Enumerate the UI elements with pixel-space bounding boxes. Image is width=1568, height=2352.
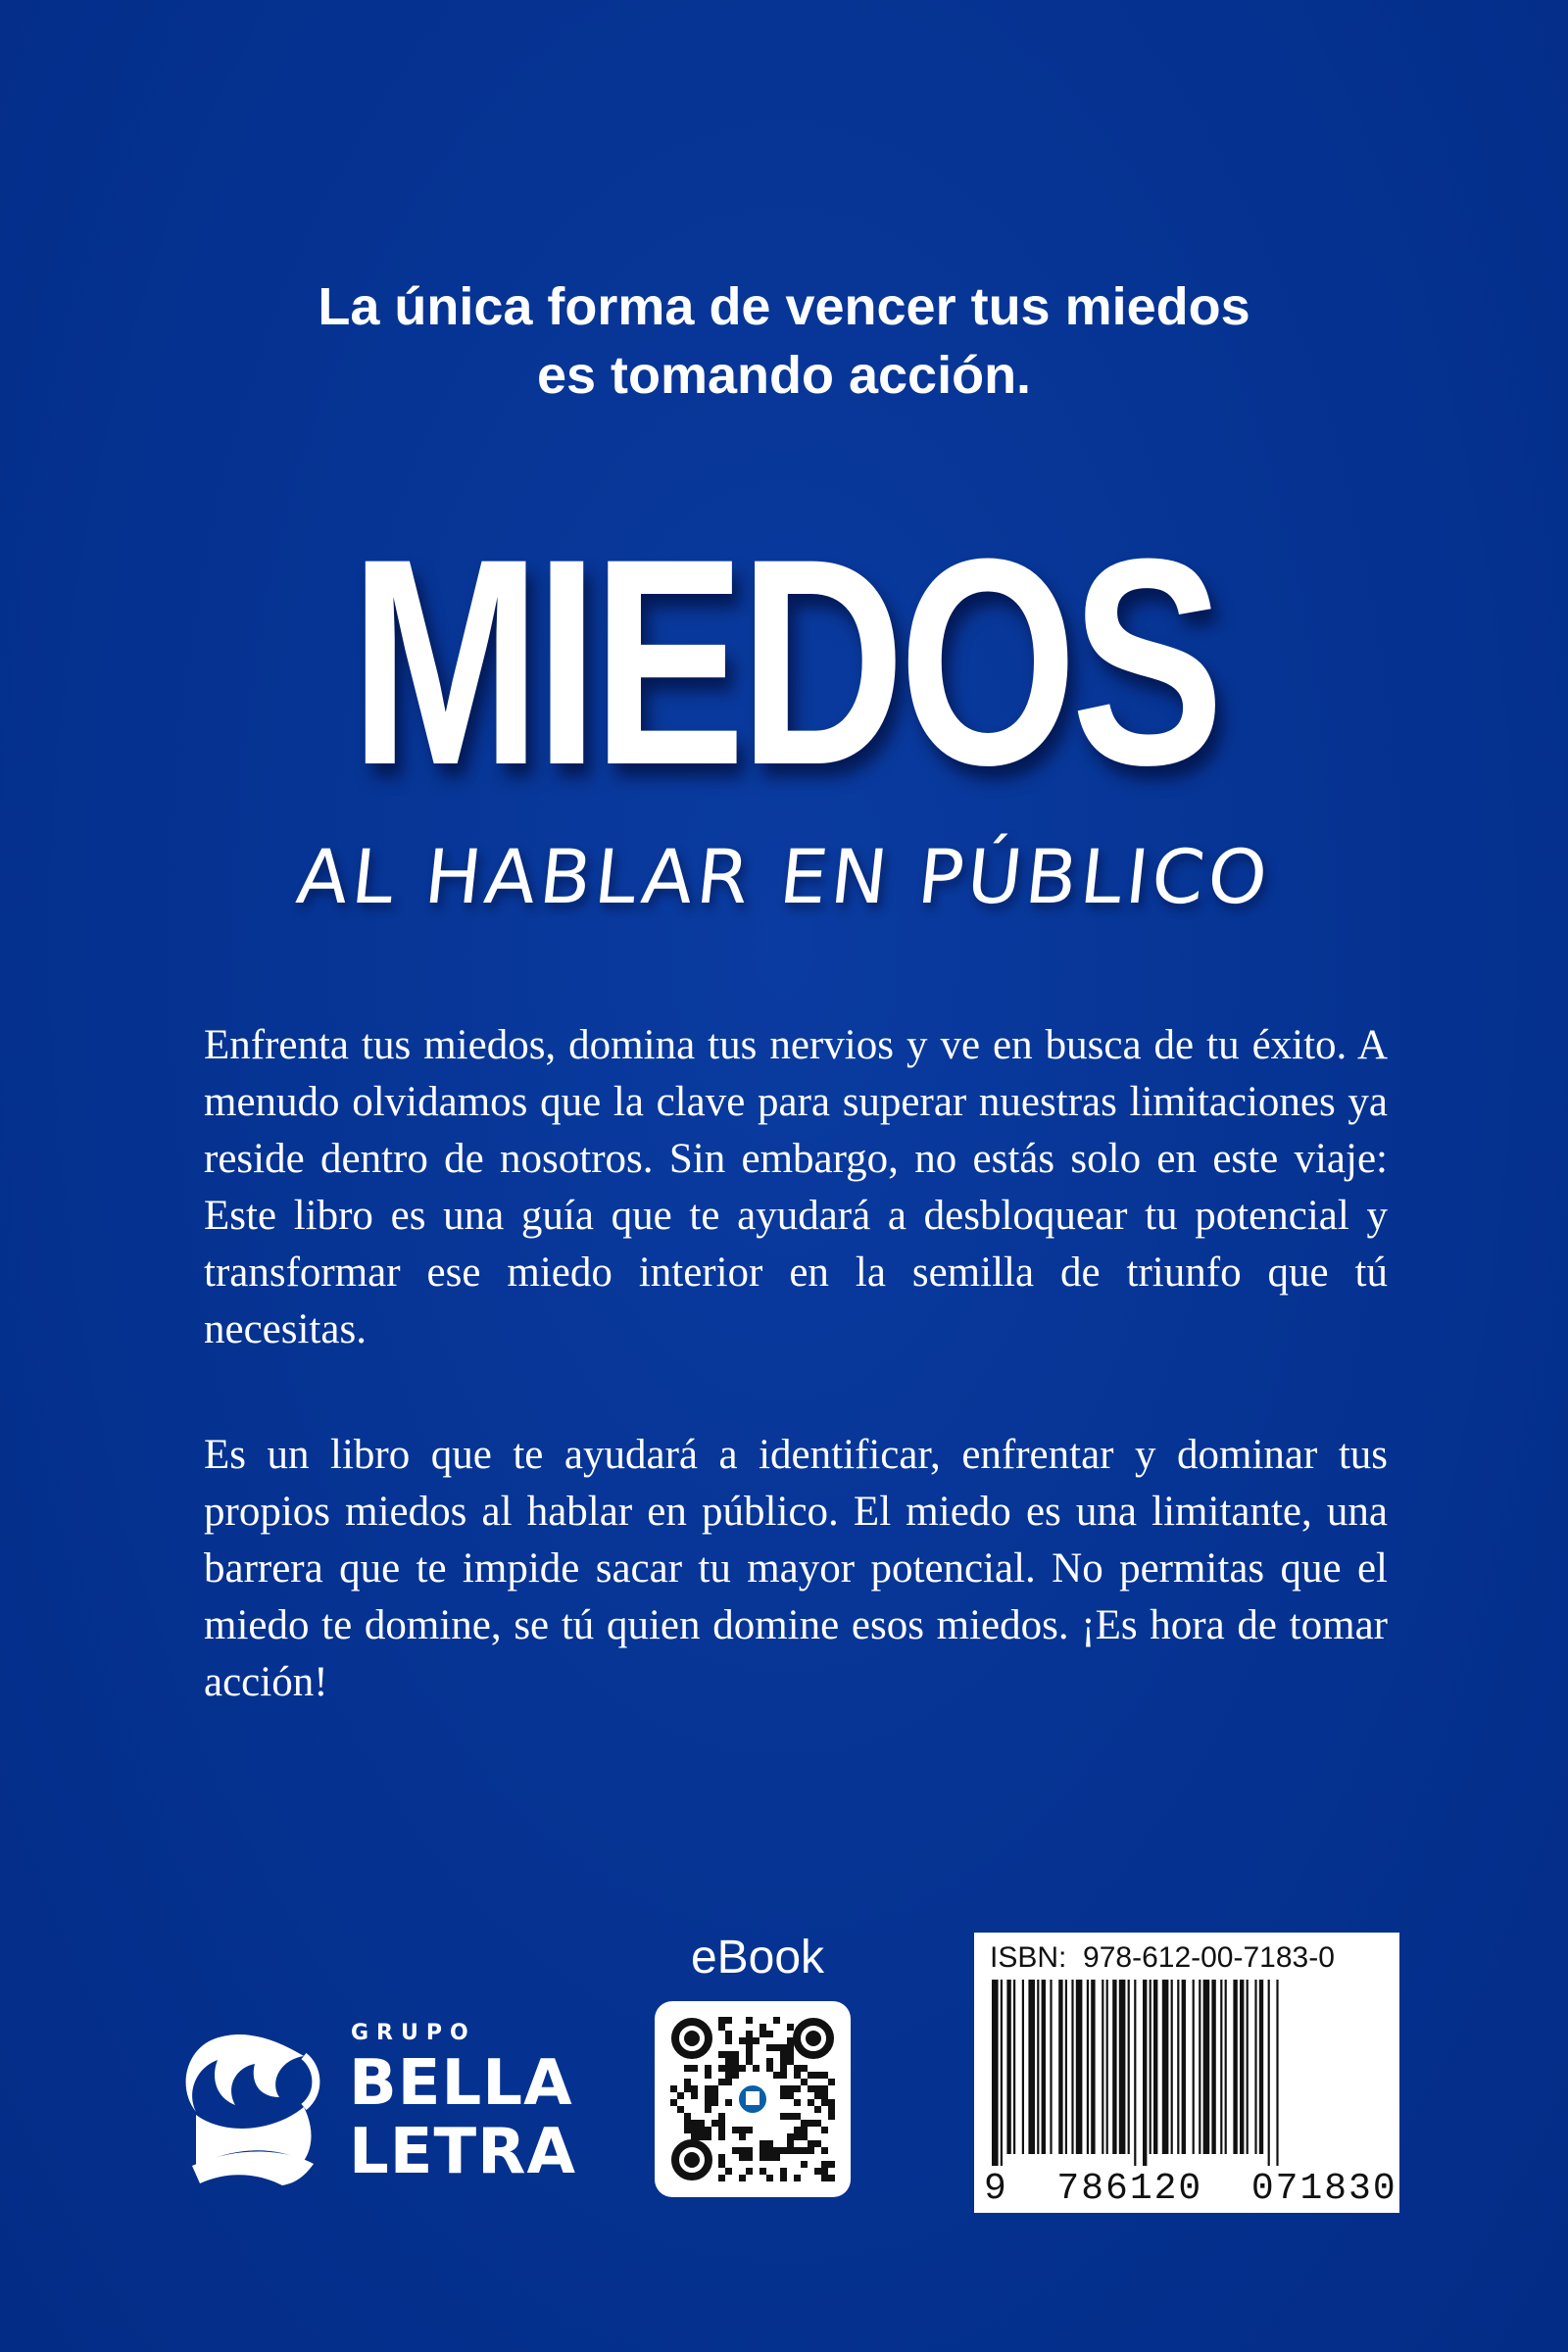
qr-module xyxy=(732,2058,739,2065)
barcode-bar xyxy=(1177,1980,1179,2154)
qr-module xyxy=(677,2106,684,2113)
qr-module xyxy=(725,2079,732,2085)
qr-module xyxy=(808,2099,814,2106)
qr-module xyxy=(760,2140,766,2147)
qr-module xyxy=(821,2161,828,2168)
barcode-bar xyxy=(1091,1980,1095,2154)
qr-module xyxy=(794,2127,801,2133)
qr-module xyxy=(766,2058,773,2065)
qr-module xyxy=(691,2127,698,2133)
qr-module xyxy=(780,2044,787,2051)
qr-module xyxy=(705,2106,711,2113)
qr-module xyxy=(773,2017,780,2024)
qr-module xyxy=(828,2099,835,2106)
qr-module xyxy=(746,2037,753,2044)
qr-module xyxy=(725,2099,732,2106)
qr-module xyxy=(814,2168,821,2175)
qr-module xyxy=(691,2085,698,2092)
barcode-bar xyxy=(1119,1980,1126,2154)
qr-module xyxy=(787,2133,794,2140)
barcode-bar xyxy=(1128,1980,1130,2154)
qr-module xyxy=(732,2147,739,2154)
barcode-bar xyxy=(1022,1980,1024,2154)
qr-module xyxy=(725,2017,732,2024)
barcode-bar xyxy=(1106,1980,1108,2154)
qr-module xyxy=(746,2044,753,2051)
qr-module xyxy=(725,2072,732,2079)
qr-module xyxy=(787,2113,794,2120)
qr-module xyxy=(732,2065,739,2072)
quill-feather-icon xyxy=(157,1999,353,2195)
qr-module xyxy=(766,2175,773,2181)
qr-module xyxy=(814,2106,821,2113)
qr-module xyxy=(794,2085,801,2092)
qr-module xyxy=(828,2106,835,2113)
qr-module xyxy=(787,2140,794,2147)
qr-module xyxy=(787,2037,794,2044)
qr-module xyxy=(801,2065,808,2072)
qr-module xyxy=(718,2065,725,2072)
qr-module xyxy=(684,2065,691,2072)
barcode-bar xyxy=(1037,1980,1039,2154)
description-paragraph-2: Es un libro que te ayudará a identificar, enfrentar y dominar tus propios miedos al hablar en público. El miedo es una limitante, una barrera que te impide sacar tu mayor potencial. No permitas que el miedo te domine, se tú quien domine esos miedos. ¡Es hora de tomar acción! xyxy=(204,1432,1388,1705)
qr-module xyxy=(746,2147,753,2154)
qr-module xyxy=(814,2140,821,2147)
qr-module xyxy=(746,2154,753,2161)
qr-module xyxy=(746,2168,753,2175)
qr-module xyxy=(718,2017,725,2024)
qr-module xyxy=(739,2065,746,2072)
qr-module xyxy=(780,2147,787,2154)
qr-module xyxy=(794,2175,801,2181)
qr-module xyxy=(828,2175,835,2181)
qr-module xyxy=(725,2051,732,2058)
barcode-bar xyxy=(1247,1980,1249,2154)
barcode-bar xyxy=(1199,1980,1200,2154)
qr-module xyxy=(670,2099,677,2106)
qr-module xyxy=(780,2072,787,2079)
qr-module xyxy=(746,2058,753,2065)
qr-module xyxy=(718,2154,725,2161)
barcode-bar xyxy=(1013,1980,1015,2154)
book-subtitle: AL HABLAR EN PÚBLICO xyxy=(292,833,1276,920)
qr-module xyxy=(780,2113,787,2120)
qr-module xyxy=(698,2133,705,2140)
publisher-logo xyxy=(157,1999,608,2195)
barcode-bar xyxy=(1182,1980,1186,2154)
barcode-bar xyxy=(1001,1980,1003,2166)
qr-module xyxy=(773,2147,780,2154)
qr-module xyxy=(787,2044,794,2051)
qr-module xyxy=(766,2044,773,2051)
qr-module xyxy=(732,2072,739,2079)
barcode-bar xyxy=(1233,1980,1237,2154)
qr-module xyxy=(725,2037,732,2044)
qr-module xyxy=(780,2065,787,2072)
qr-module xyxy=(718,2133,725,2140)
qr-module xyxy=(711,2092,718,2099)
qr-module xyxy=(801,2133,808,2140)
barcode-bar xyxy=(1065,1980,1067,2154)
barcode-bar xyxy=(1171,1980,1173,2154)
isbn-label: ISBN: 978-612-00-7183-0 xyxy=(990,1941,1335,1974)
qr-module xyxy=(705,2133,711,2140)
qr-module xyxy=(760,2168,766,2175)
qr-module xyxy=(760,2154,766,2161)
qr-module xyxy=(718,2120,725,2127)
qr-module xyxy=(718,2161,725,2168)
qr-module xyxy=(711,2085,718,2092)
qr-module xyxy=(766,2031,773,2037)
barcode-digits: 9 786120 071830 xyxy=(984,2168,1397,2210)
qr-module xyxy=(808,2072,814,2079)
qr-module xyxy=(684,2127,691,2133)
qr-module xyxy=(718,2024,725,2031)
qr-module xyxy=(753,2065,760,2072)
qr-module xyxy=(746,2031,753,2037)
qr-module xyxy=(670,2085,677,2092)
barcode-bar xyxy=(1220,1980,1222,2154)
qr-module xyxy=(766,2147,773,2154)
qr-module xyxy=(787,2051,794,2058)
qr-module xyxy=(787,2147,794,2154)
book-title: MIEDOS xyxy=(350,497,1218,826)
qr-module xyxy=(828,2113,835,2120)
barcode-bar xyxy=(1211,1980,1215,2154)
qr-module xyxy=(691,2133,698,2140)
barcode-bar xyxy=(1087,1980,1089,2154)
barcode-bar xyxy=(1134,1980,1136,2166)
qr-module xyxy=(739,2154,746,2161)
tagline-line-2: es tomando acción. xyxy=(536,346,1032,405)
qr-module xyxy=(705,2072,711,2079)
barcode-bar xyxy=(1102,1980,1103,2154)
qr-module xyxy=(725,2058,732,2065)
barcode-bar xyxy=(1259,1980,1263,2154)
qr-module xyxy=(828,2161,835,2168)
qr-module xyxy=(808,2120,814,2127)
barcode-bar xyxy=(1112,1980,1116,2154)
tagline xyxy=(0,272,1568,410)
barcode-bar xyxy=(1153,1980,1157,2154)
qr-module xyxy=(691,2120,698,2127)
barcode-bar xyxy=(1254,1980,1256,2154)
qr-module xyxy=(691,2092,698,2099)
qr-module xyxy=(760,2147,766,2154)
barcode-bar xyxy=(1268,1980,1270,2166)
publisher-name-line-1: BELLA xyxy=(349,2047,573,2120)
qr-module xyxy=(794,2113,801,2120)
qr-module xyxy=(787,2024,794,2031)
qr-module xyxy=(780,2058,787,2065)
barcode-bar xyxy=(1240,1980,1244,2154)
barcode-bar xyxy=(1050,1980,1052,2154)
qr-module xyxy=(725,2065,732,2072)
qr-module xyxy=(780,2168,787,2175)
qr-module xyxy=(753,2037,760,2044)
qr-module xyxy=(677,2092,684,2099)
qr-module xyxy=(766,2154,773,2161)
qr-module xyxy=(821,2168,828,2175)
qr-module xyxy=(746,2017,753,2024)
qr-module xyxy=(821,2147,828,2154)
qr-module xyxy=(821,2127,828,2133)
barcode-bar xyxy=(1042,1980,1046,2154)
qr-module xyxy=(705,2127,711,2133)
qr-module xyxy=(814,2092,821,2099)
qr-module xyxy=(773,2072,780,2079)
barcode-bar xyxy=(1162,1980,1169,2154)
qr-module xyxy=(808,2147,814,2154)
qr-module xyxy=(684,2079,691,2085)
qr-module xyxy=(718,2127,725,2133)
qr-module xyxy=(821,2085,828,2092)
qr-module xyxy=(684,2085,691,2092)
barcode-bar xyxy=(1006,1980,1010,2154)
qr-module xyxy=(718,2175,725,2181)
qr-module xyxy=(718,2079,725,2085)
qr-module xyxy=(801,2161,808,2168)
qr-module xyxy=(739,2133,746,2140)
barcode-bar xyxy=(992,1980,999,2166)
qr-module xyxy=(732,2127,739,2133)
qr-module xyxy=(808,2085,814,2092)
qr-module xyxy=(801,2127,808,2133)
qr-module xyxy=(760,2024,766,2031)
qr-module xyxy=(760,2031,766,2037)
qr-module xyxy=(801,2147,808,2154)
qr-module xyxy=(794,2133,801,2140)
qr-module xyxy=(808,2140,814,2147)
qr-module xyxy=(705,2065,711,2072)
qr-module xyxy=(821,2092,828,2099)
qr-module xyxy=(773,2154,780,2161)
barcode-bar xyxy=(1276,1980,1278,2166)
qr-module xyxy=(691,2065,698,2072)
qr-module xyxy=(705,2085,711,2092)
qr-module xyxy=(780,2051,787,2058)
qr-module xyxy=(739,2037,746,2044)
tagline-line-1: La única forma de vencer tus miedos xyxy=(318,277,1250,336)
qr-module xyxy=(746,2127,753,2133)
barcode-bars xyxy=(988,1980,1386,2166)
qr-module xyxy=(814,2085,821,2092)
qr-module xyxy=(814,2120,821,2127)
qr-module xyxy=(698,2120,705,2127)
barcode-bar xyxy=(1028,1980,1035,2154)
qr-module xyxy=(739,2127,746,2133)
qr-module xyxy=(780,2175,787,2181)
qr-module xyxy=(725,2031,732,2037)
barcode-bar xyxy=(1076,1980,1083,2154)
barcode-bar xyxy=(1203,1980,1210,2154)
isbn-barcode xyxy=(974,1933,1399,2213)
qr-module xyxy=(766,2065,773,2072)
qr-module xyxy=(787,2058,794,2065)
qr-module xyxy=(746,2051,753,2058)
qr-module xyxy=(739,2147,746,2154)
barcode-bar xyxy=(1193,1980,1195,2154)
barcode-bar xyxy=(1225,1980,1227,2154)
qr-code-icon xyxy=(668,2015,837,2183)
qr-module xyxy=(787,2085,794,2092)
description-paragraph-1: Enfrenta tus miedos, domina tus nervios y ve en busca de tu éxito. A menudo olvidamos que la clave para superar nuestras limitaciones ya reside dentro de nosotros. Sin embargo, no estás solo en este viaje: Este libro es una guía que te ayudará a desbloquear tu potencial y transformar ese miedo interior en la semilla de triunfo que tú necesitas. xyxy=(204,1022,1388,1352)
qr-module xyxy=(801,2079,808,2085)
qr-module xyxy=(794,2065,801,2072)
qr-module xyxy=(732,2051,739,2058)
qr-module xyxy=(821,2175,828,2181)
qr-module xyxy=(801,2120,808,2127)
barcode-bar xyxy=(1058,1980,1062,2154)
qr-module xyxy=(821,2099,828,2106)
qr-module xyxy=(705,2099,711,2106)
qr-module xyxy=(773,2044,780,2051)
publisher-name-line-2: LETRA xyxy=(349,2116,576,2188)
qr-module xyxy=(718,2113,725,2120)
qr-module xyxy=(794,2099,801,2106)
qr-module xyxy=(684,2113,691,2120)
qr-module xyxy=(705,2092,711,2099)
ebook-qr-card[interactable] xyxy=(655,2001,851,2197)
qr-module xyxy=(766,2140,773,2147)
qr-module xyxy=(684,2120,691,2127)
qr-module xyxy=(711,2120,718,2127)
qr-module xyxy=(794,2072,801,2079)
qr-module xyxy=(718,2051,725,2058)
ebook-label: eBook xyxy=(690,1932,825,1984)
publisher-grupo: GRUPO xyxy=(351,2021,476,2045)
qr-module xyxy=(780,2085,787,2092)
qr-module xyxy=(780,2092,787,2099)
qr-module xyxy=(698,2127,705,2133)
qr-module xyxy=(814,2072,821,2079)
qr-module xyxy=(725,2168,732,2175)
qr-module xyxy=(794,2147,801,2154)
barcode-bar xyxy=(1143,1980,1147,2166)
qr-module xyxy=(828,2079,835,2085)
barcode-bar xyxy=(1071,1980,1073,2154)
barcode-bar xyxy=(1150,1980,1152,2154)
qr-module xyxy=(711,2099,718,2106)
qr-module xyxy=(787,2092,794,2099)
qr-module xyxy=(821,2072,828,2079)
qr-module xyxy=(739,2175,746,2181)
